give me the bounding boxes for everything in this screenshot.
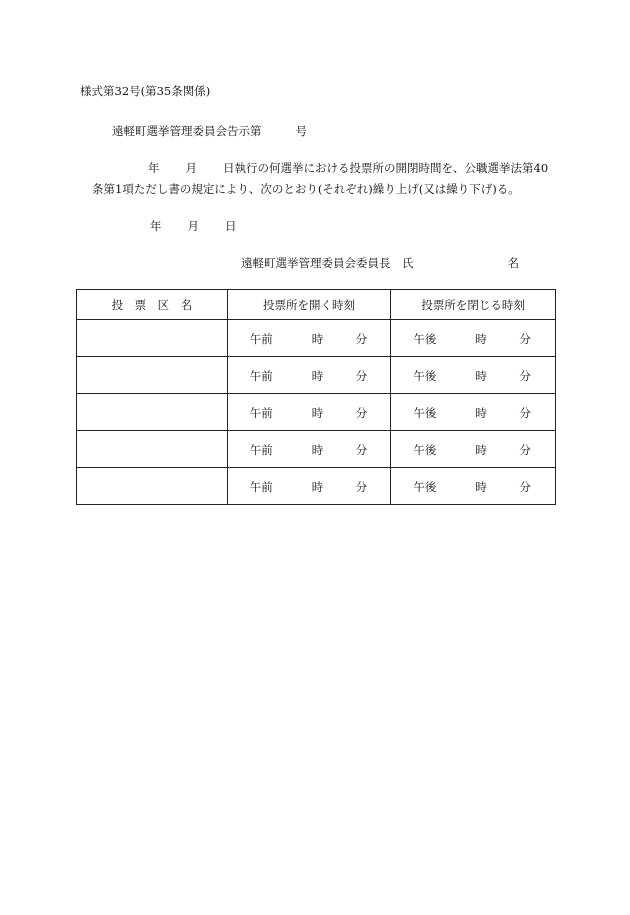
close-ampm-label: 午後	[413, 332, 437, 346]
open-ampm-label: 午前	[249, 406, 273, 420]
open-time-cell	[227, 357, 391, 394]
close-hour-label: 時	[475, 406, 487, 420]
open-time-cell	[227, 394, 391, 431]
date-month: 月	[187, 219, 199, 233]
table-row	[77, 468, 556, 505]
open-minute-label: 分	[355, 406, 368, 420]
body-month: 月	[185, 161, 197, 175]
open-ampm-label: 午前	[249, 443, 273, 457]
body-line1-rest: 日執行の何選挙における投票所の開閉時間を、公職選挙法第40	[223, 161, 549, 175]
form-number: 様式第32号(第35条関係)	[80, 84, 211, 98]
open-time-cell	[227, 468, 391, 505]
date-day: 日	[225, 219, 237, 233]
notice-title-suffix: 号	[295, 124, 307, 138]
open-hour-label: 時	[311, 369, 324, 383]
open-hour-label: 時	[311, 443, 324, 457]
notice-title	[112, 123, 307, 139]
table-row	[77, 320, 556, 357]
table-header-row	[77, 290, 556, 320]
notice-body-line-2: 条第1項ただし書の規定により、次のとおり(それぞれ)繰り上げ(又は繰り下げ)る。	[92, 182, 520, 196]
date-year: 年	[150, 219, 162, 233]
close-minute-label: 分	[519, 369, 531, 383]
close-minute-label: 分	[519, 406, 531, 420]
district-cell	[77, 431, 228, 468]
open-ampm-label: 午前	[249, 332, 273, 346]
open-time-cell	[227, 431, 391, 468]
table-row	[77, 431, 556, 468]
notice-title-prefix: 遠軽町選挙管理委員会告示第	[112, 124, 262, 138]
header-open-time: 投票所を開く時刻	[227, 290, 391, 320]
notice-body	[92, 158, 548, 200]
close-minute-label: 分	[519, 332, 531, 346]
polling-hours-table	[76, 289, 556, 505]
notice-body-line-1	[92, 158, 548, 179]
close-ampm-label: 午後	[413, 480, 437, 494]
body-year: 年	[148, 161, 160, 175]
close-time-cell	[391, 357, 556, 394]
close-time-cell	[391, 320, 556, 357]
open-hour-label: 時	[311, 480, 324, 494]
open-minute-label: 分	[355, 443, 368, 457]
date-line	[150, 218, 237, 234]
open-ampm-label: 午前	[249, 369, 273, 383]
close-hour-label: 時	[475, 480, 487, 494]
header-close-time: 投票所を閉じる時刻	[391, 290, 556, 320]
district-cell	[77, 320, 228, 357]
signature-title: 遠軽町選挙管理委員会委員長 氏	[241, 256, 414, 270]
table-row	[77, 357, 556, 394]
close-hour-label: 時	[475, 332, 487, 346]
open-minute-label: 分	[355, 332, 368, 346]
district-cell	[77, 357, 228, 394]
open-ampm-label: 午前	[249, 480, 273, 494]
open-hour-label: 時	[311, 332, 324, 346]
close-time-cell	[391, 394, 556, 431]
district-cell	[77, 394, 228, 431]
close-hour-label: 時	[475, 443, 487, 457]
header-district: 投 票 区 名	[77, 290, 228, 320]
close-minute-label: 分	[519, 443, 531, 457]
open-minute-label: 分	[355, 369, 368, 383]
close-hour-label: 時	[475, 369, 487, 383]
close-time-cell	[391, 468, 556, 505]
open-hour-label: 時	[311, 406, 324, 420]
open-minute-label: 分	[355, 480, 368, 494]
close-ampm-label: 午後	[413, 406, 437, 420]
table-row	[77, 394, 556, 431]
signature-line	[241, 255, 519, 271]
district-cell	[77, 468, 228, 505]
close-ampm-label: 午後	[413, 443, 437, 457]
signature-name-suffix: 名	[507, 256, 519, 270]
close-minute-label: 分	[519, 480, 531, 494]
open-time-cell	[227, 320, 391, 357]
close-time-cell	[391, 431, 556, 468]
close-ampm-label: 午後	[413, 369, 437, 383]
